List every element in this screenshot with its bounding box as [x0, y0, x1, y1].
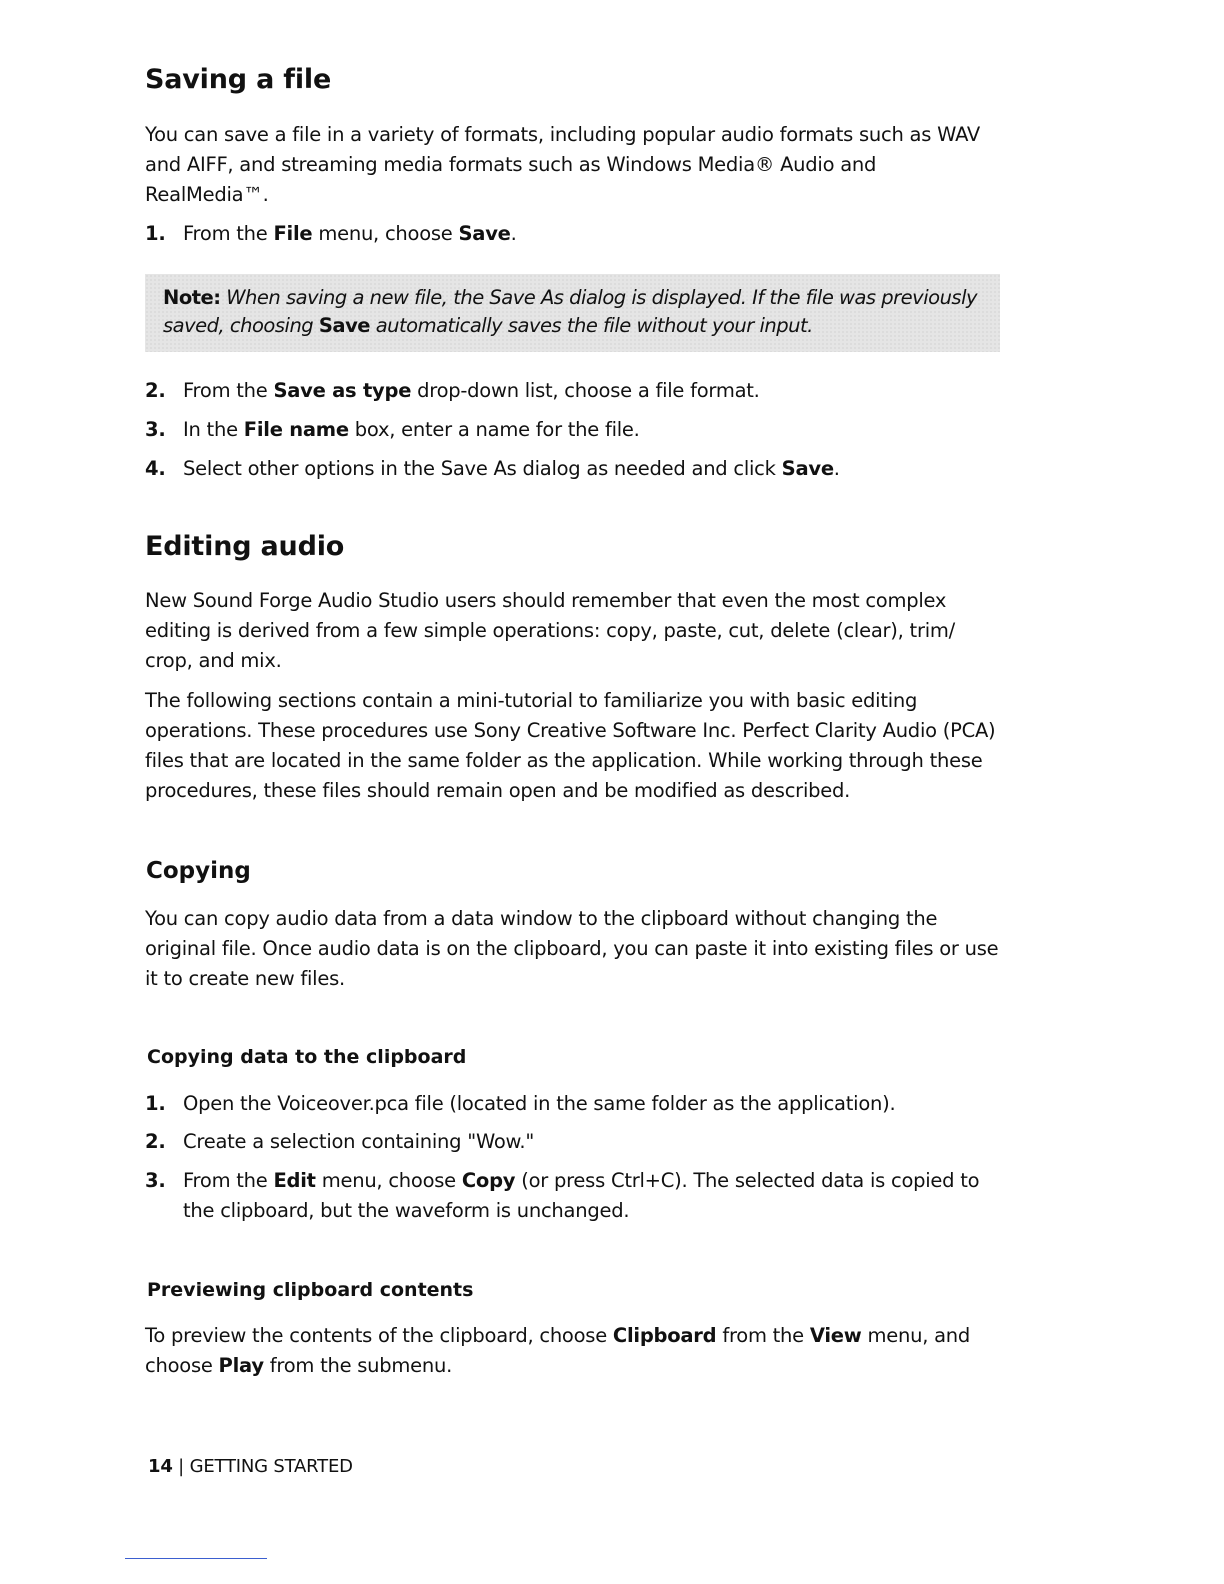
step-number: 4.: [145, 457, 166, 480]
page-number: 14: [148, 1456, 173, 1477]
step-number: 1.: [145, 222, 166, 245]
heading-saving-a-file: Saving a file: [145, 64, 332, 95]
heading-editing-audio: Editing audio: [145, 531, 345, 562]
step-text: In the File name box, enter a name for the file.: [183, 418, 640, 441]
footer-separator: |: [172, 1456, 190, 1477]
heading-copying-data-to-clipboard: Copying data to the clipboard: [147, 1046, 467, 1068]
step-text: Select other options in the Save As dialog as needed and click Save.: [183, 457, 840, 480]
heading-previewing-clipboard: Previewing clipboard contents: [147, 1279, 474, 1301]
editing-paragraph-2: The following sections contain a mini-tutorial to familiarize you with basic editing operations. These procedures use Sony Creative Software Inc. Perfect Clarity Audio (PCA) files that are located in the same folder as the application. While working through these procedures, these files should remain open and be modified as described.: [145, 689, 996, 802]
step-text: From the File menu, choose Save.: [183, 222, 517, 245]
step-number: 1.: [145, 1092, 166, 1115]
step-text: From the Save as type drop-down list, choose a file format.: [183, 379, 760, 402]
step-number: 3.: [145, 1169, 166, 1192]
bottom-divider: [125, 1558, 267, 1559]
page-footer: [148, 1456, 353, 1477]
editing-paragraph-1: New Sound Forge Audio Studio users should remember that even the most complex editing is derived from a few simple operations: copy, paste, cut, delete (clear), trim/ crop, and mix.: [145, 589, 955, 672]
note-text: Note: When saving a new file, the Save As dialog is displayed. If the file was previously saved, choosing Save automatically saves the file without your input.: [163, 286, 978, 337]
step-number: 3.: [145, 418, 166, 441]
previewing-paragraph: To preview the contents of the clipboard, choose Clipboard from the View menu, and choose Play from the submenu.: [145, 1324, 971, 1377]
step-number: 2.: [145, 1130, 166, 1153]
step-number: 2.: [145, 379, 166, 402]
note-box: [145, 274, 1000, 352]
heading-copying: Copying: [146, 858, 251, 884]
footer-section-title: GETTING STARTED: [189, 1456, 353, 1477]
saving-intro-paragraph: You can save a file in a variety of formats, including popular audio formats such as WAV and AIFF, and streaming media formats such as Windows Media® Audio and RealMedia™.: [145, 123, 981, 206]
note-label: Note:: [163, 286, 221, 309]
step-text: Open the Voiceover.pca file (located in the same folder as the application).: [183, 1092, 896, 1115]
step-text: From the Edit menu, choose Copy (or press Ctrl+C). The selected data is copied to the clipboard, but the waveform is unchanged.: [183, 1169, 980, 1222]
copying-paragraph: You can copy audio data from a data window to the clipboard without changing the original file. Once audio data is on the clipboard, you can paste it into existing files or use it to create new files.: [145, 907, 999, 990]
step-text: Create a selection containing "Wow.": [183, 1130, 535, 1153]
